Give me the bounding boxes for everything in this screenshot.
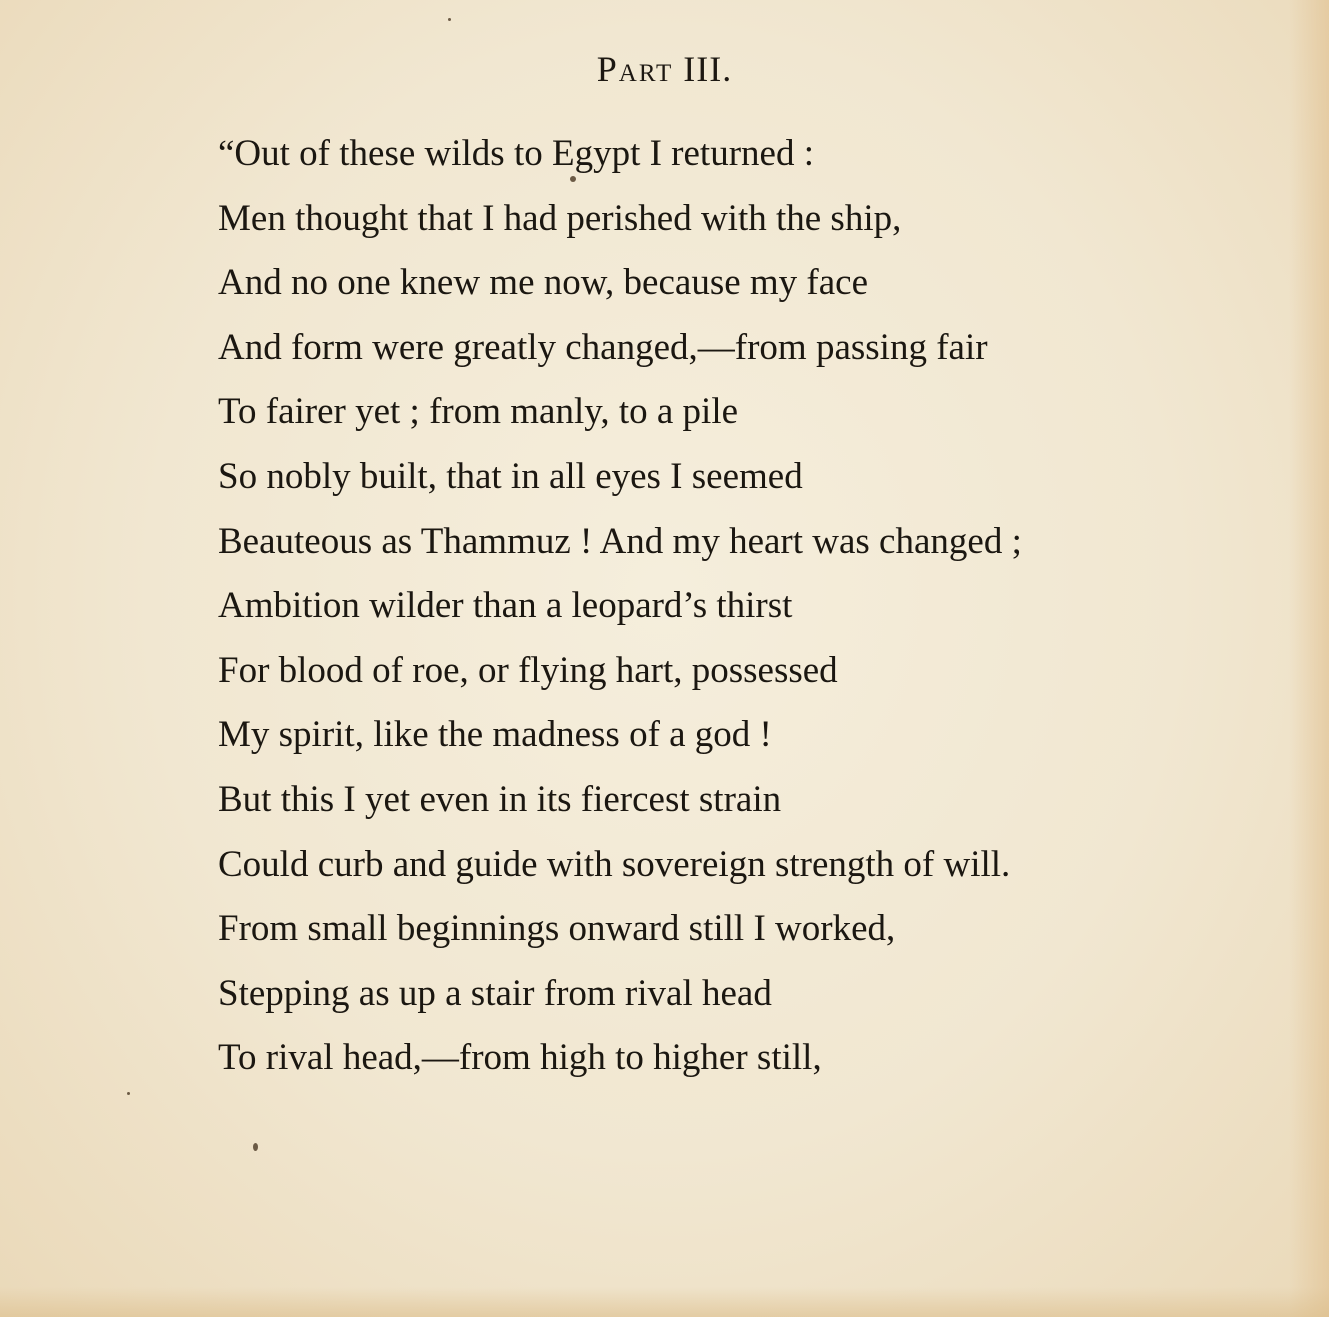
page-title	[0, 48, 1329, 90]
verse-line: To fairer yet ; from manly, to a pile	[218, 391, 739, 433]
title-part-number: III.	[683, 49, 733, 89]
page-edge-shadow	[1289, 0, 1329, 1317]
verse-line: So nobly built, that in all eyes I seemed	[218, 455, 803, 497]
verse-line: Beauteous as Thammuz ! And my heart was changed ;	[218, 520, 1022, 562]
verse-line: My spirit, like the madness of a god !	[218, 714, 772, 756]
title-part-label: Part	[596, 49, 674, 89]
verse-line: “Out of these wilds to Egypt I returned :	[218, 133, 814, 174]
paper-speck	[127, 1092, 130, 1095]
paper-speck	[570, 176, 576, 182]
verse-line: To rival head,—from high to higher still,	[218, 1037, 822, 1079]
paper-speck	[253, 1143, 258, 1151]
verse-line: Ambition wilder than a leopard’s thirst	[218, 585, 793, 627]
verse-line: Men thought that I had perished with the ship,	[218, 197, 902, 239]
verse-line: From small beginnings onward still I worked,	[218, 908, 896, 950]
verse-line: For blood of roe, or flying hart, possessed	[218, 649, 838, 691]
page-bottom-shadow	[0, 1287, 1329, 1317]
verse-line: And no one knew me now, because my face	[218, 262, 869, 304]
poem-verse	[218, 122, 1218, 1091]
verse-line: Stepping as up a stair from rival head	[218, 972, 772, 1014]
paper-speck	[448, 18, 451, 21]
verse-line: And form were greatly changed,—from passing fair	[218, 326, 988, 368]
verse-line: But this I yet even in its fiercest strain	[218, 778, 782, 820]
verse-line: Could curb and guide with sovereign strength of will.	[218, 843, 1011, 885]
